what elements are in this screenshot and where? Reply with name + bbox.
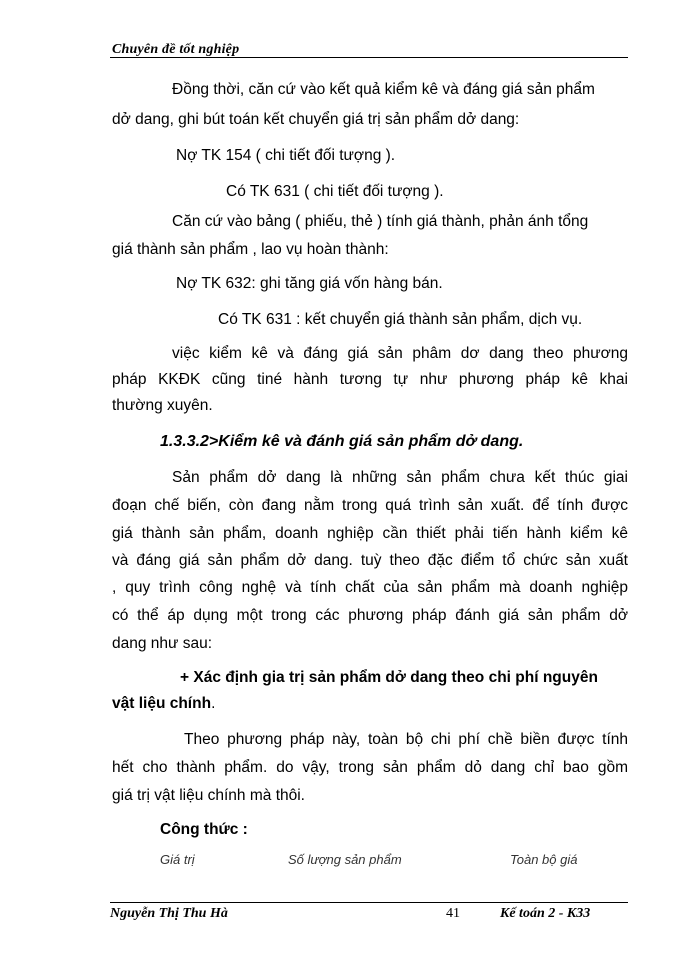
footer-rule xyxy=(110,902,628,903)
paragraph-line: pháp KKĐK cũng tiné hành tương tự như phương pháp kê khai xyxy=(112,371,628,388)
paragraph-line: thường xuyên. xyxy=(112,397,213,414)
paragraph-line: giá thành sản phẩm, doanh nghiệp cần thiết phải tiến hành kiểm kê xyxy=(112,525,628,542)
paragraph-line: dở dang, ghi bút toán kết chuyển giá trị sản phẩm dở dang: xyxy=(112,111,520,128)
paragraph-line: dang như sau: xyxy=(112,635,213,652)
paragraph-line: việc kiểm kê và đáng giá sản phâm dơ dang theo phương xyxy=(172,345,628,362)
paragraph-line: giá thành sản phẩm , lao vụ hoàn thành: xyxy=(112,241,389,258)
paragraph-line: giá trị vật liệu chính mà thôi. xyxy=(112,787,305,804)
formula-label-total: Toàn bộ giá xyxy=(510,852,578,867)
journal-entry-debit: Nợ TK 154 ( chi tiết đối tượng ). xyxy=(176,147,396,164)
journal-entry-credit: Có TK 631 : kết chuyển giá thành sản phẩm, dịch vụ. xyxy=(218,311,583,328)
method-heading-bold-part: vật liệu chính xyxy=(112,695,212,712)
paragraph-line: , quy trình công nghệ và tính chất của sản phẩm mà doanh nghiệp xyxy=(112,579,628,596)
paragraph-line: Đồng thời, căn cứ vào kết quả kiểm kê và đáng giá sản phẩm xyxy=(172,81,595,98)
method-heading: + Xác định gia trị sản phẩm dở dang theo chi phí nguyên xyxy=(180,669,598,686)
formula-label-quantity: Số lượng sản phẩm xyxy=(288,852,402,867)
header-title: Chuyên đề tốt nghiệp xyxy=(112,42,240,57)
paragraph-line: Sản phẩm dở dang là những sản phẩm chưa kết thúc giai xyxy=(172,469,628,486)
paragraph-line: hết cho thành phẩm. do vậy, trong sản phẩm dỏ dang chỉ bao gồm xyxy=(112,759,628,776)
header-rule xyxy=(110,57,628,58)
journal-entry-debit: Nợ TK 632: ghi tăng giá vốn hàng bán. xyxy=(176,275,443,292)
formula-heading: Công thức : xyxy=(160,821,248,838)
section-heading: 1.3.3.2>Kiểm kê và đánh giá sản phẩm dở dang. xyxy=(160,433,524,450)
method-heading-continuation xyxy=(112,694,628,714)
footer-author: Nguyễn Thị Thu Hà xyxy=(110,906,228,921)
paragraph-line: Căn cứ vào bảng ( phiếu, thẻ ) tính giá thành, phản ánh tổng xyxy=(172,213,589,230)
journal-entry-credit: Có TK 631 ( chi tiết đối tượng ). xyxy=(226,183,444,200)
paragraph-line: và đáng giá sản phẩm dở dang. tuỳ theo đặc điểm tổ chức sản xuất xyxy=(112,552,628,569)
method-heading-period: . xyxy=(211,695,216,712)
footer-page-number: 41 xyxy=(446,906,460,921)
paragraph-line: có thể áp dụng một trong các phương pháp đánh giá sản phẩm dở xyxy=(112,607,628,624)
footer-department: Kế toán 2 - K33 xyxy=(500,906,591,921)
paragraph-line: đoạn chế biến, còn đang nằm trong quá trình sản xuất. để tính được xyxy=(112,497,628,514)
paragraph-line: Theo phương pháp này, toàn bộ chi phí chề biền được tính xyxy=(184,731,628,748)
formula-label-value: Giá trị xyxy=(160,852,195,867)
